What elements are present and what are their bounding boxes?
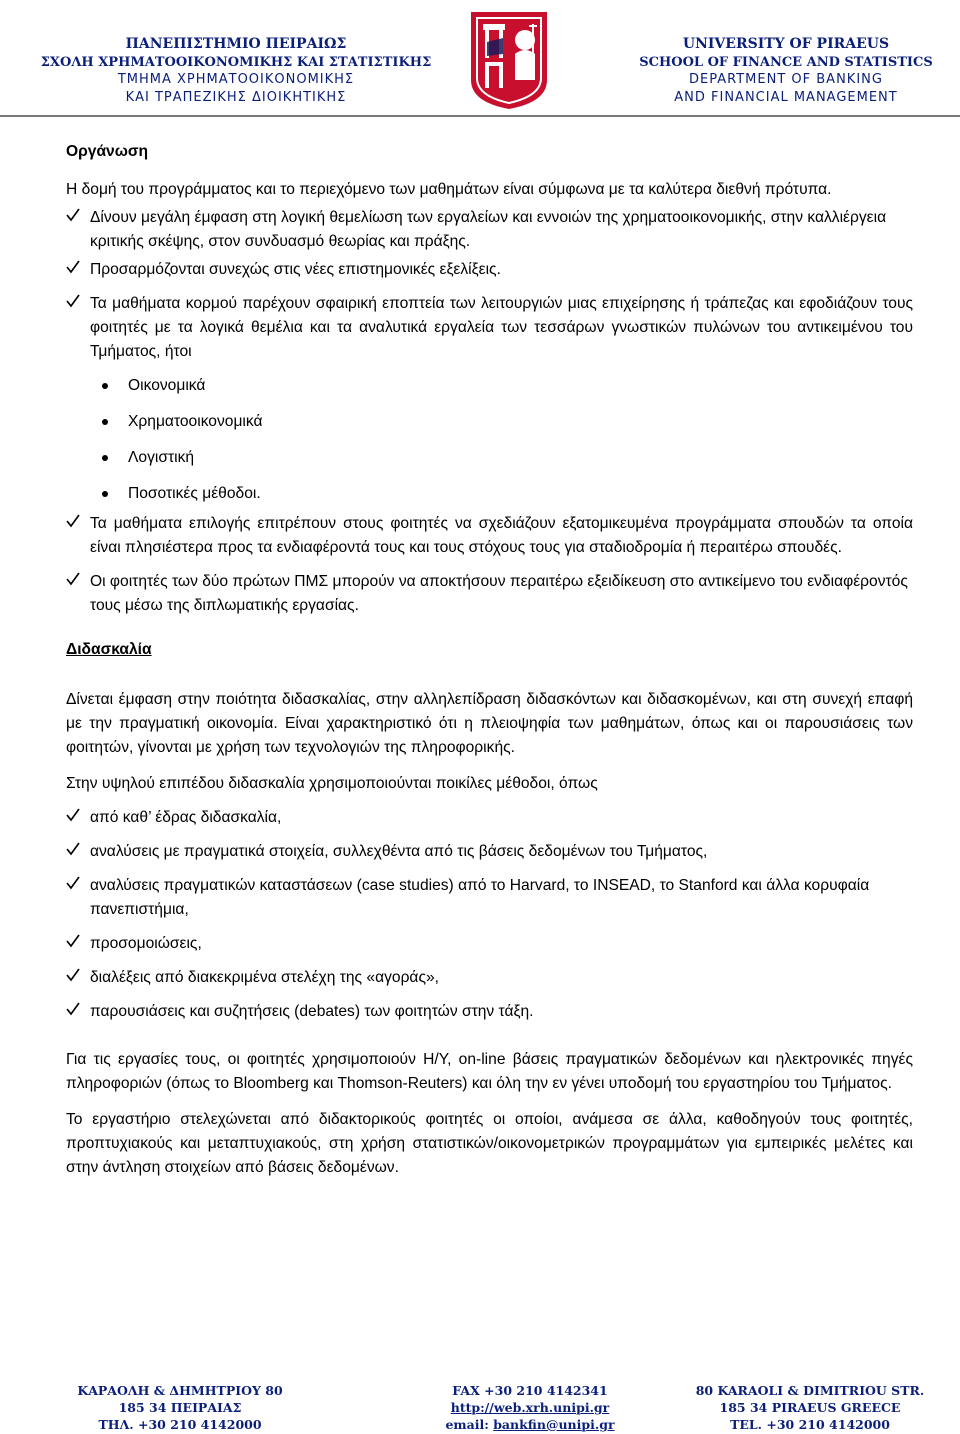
teaching-paragraph: Δίνεται έμφαση στην ποιότητα διδασκαλίας, στην αλληλεπίδραση διδασκόντων και διδασκομένων, και στη συνεχή επαφή με την πραγματική οικονομία. Είναι χαρακτηριστικό ότι η πλειοψηφία των μαθημάτων, όπως και οι παρουσιάσεις των φοιτητών, γίνονται με χρήση των τεχνολογιών της πληροφορικής. xyxy=(66,691,913,756)
checklist-text: Τα μαθήματα κορμού παρέχουν σφαιρική εποπτεία των λειτουργιών μιας επιχείρησης ή τράπεζας και εφοδιάζουν τους φοιτητές με τα λογικά θεμέλια και τα αναλυτικά εργαλεία των τεσσάρων γνωστικών πυλώνων του αντικειμένου του Τμήματος, ήτοι xyxy=(90,295,913,360)
lab-paragraph: Για τις εργασίες τους, οι φοιτητές χρησιμοποιούν Η/Υ, on-line βάσεις πραγματικών δεδομένων και ηλεκτρονικές πηγές πληροφοριών (όπως το Bloomberg και Thomson-Reuters) και όλη την εν γένει υποδομή του εργαστηρίου του Τμήματος. xyxy=(66,1051,913,1092)
method-item xyxy=(66,932,913,956)
checkmark-icon xyxy=(66,294,80,308)
checkmark-icon xyxy=(66,968,80,982)
method-item xyxy=(66,1000,913,1024)
letterhead-greek xyxy=(36,36,436,106)
footer-fax: FAX +30 210 4142341 xyxy=(452,1383,608,1398)
footer-line: ΤΗΛ. +30 210 4142000 xyxy=(98,1417,262,1432)
method-item xyxy=(66,966,913,990)
checkmark-icon xyxy=(66,260,80,274)
bullet-item xyxy=(66,410,913,434)
bullet-text: Χρηματοοικονομικά xyxy=(128,413,263,430)
letterhead-english xyxy=(636,36,936,106)
lab-staff-paragraph: Το εργαστήριο στελεχώνεται από διδακτορικούς φοιτητές οι οποίοι, ανάμεσα σε άλλα, καθοδηγούν τους φοιτητές, προπτυχιακούς και μεταπτυχιακούς, στη χρήση στατιστικών/οικονομετρικών προγραμμάτων για εμπειρικές μελέτες και στην άντληση στοιχείων από βάσεις δεδομένων. xyxy=(66,1111,913,1176)
footer-line: ΚΑΡΑΟΛΗ & ΔΗΜΗΤΡΙΟΥ 80 xyxy=(77,1383,283,1398)
checkmark-icon xyxy=(66,208,80,222)
footer-address-gr xyxy=(70,1382,290,1433)
checklist-item xyxy=(66,512,913,560)
checklist-text: Οι φοιτητές των δύο πρώτων ΠΜΣ μπορούν να αποκτήσουν περαιτέρω εξειδίκευση στο αντικείμενο του ενδιαφέροντός τους μέσω της διπλωματικής εργασίας. xyxy=(90,573,908,614)
method-item xyxy=(66,806,913,830)
section-title-organization: Οργάνωση xyxy=(66,143,149,160)
method-text: αναλύσεις πραγματικών καταστάσεων (case studies) από το Harvard, το INSEAD, το Stanford και άλλα κορυφαία πανεπιστήμια, xyxy=(90,877,870,918)
checklist-text: Προσαρμόζονται συνεχώς στις νέες επιστημονικές εξελίξεις. xyxy=(90,261,501,278)
bullet-icon xyxy=(102,455,108,461)
checkmark-icon xyxy=(66,934,80,948)
checklist-item xyxy=(66,258,913,282)
bullet-item xyxy=(66,374,913,398)
intro-paragraph: Η δομή του προγράμματος και το περιεχόμενο των μαθημάτων είναι σύμφωνα με τα καλύτερα διεθνή πρότυπα. xyxy=(66,181,832,198)
department-name-gr-line1: ΤΜΗΜΑ ΧΡΗΜΑΤΟΟΙΚΟΝΟΜΙΚΗΣ xyxy=(117,72,355,87)
checklist-item xyxy=(66,292,913,364)
department-name-en-line2: AND FINANCIAL MANAGEMENT xyxy=(674,89,898,105)
school-name-gr: ΣΧΟΛΗ ΧΡΗΜΑΤΟΟΙΚΟΝΟΜΙΚΗΣ ΚΑΙ ΣΤΑΤΙΣΤΙΚΗΣ xyxy=(40,54,432,70)
footer-line: 185 34 ΠΕΙΡΑΙΑΣ xyxy=(118,1400,242,1415)
footer-email-link[interactable]: bankfin@unipi.gr xyxy=(493,1417,615,1432)
footer-website-link[interactable]: http://web.xrh.unipi.gr xyxy=(450,1400,610,1415)
footer-email xyxy=(420,1416,640,1433)
checkmark-icon xyxy=(66,876,80,890)
bullet-icon xyxy=(102,419,108,425)
header-divider xyxy=(0,115,960,117)
document-body xyxy=(66,140,913,1180)
method-item xyxy=(66,840,913,864)
checklist-item xyxy=(66,570,913,618)
method-item xyxy=(66,874,913,922)
bullet-text: Λογιστική xyxy=(128,449,195,466)
checklist-text: Τα μαθήματα επιλογής επιτρέπουν στους φοιτητές να σχεδιάζουν εξατομικευμένα προγράμματα σπουδών τα οποία είναι πλησιέστερα προς τα ενδιαφέροντά τους και τους στόχους τους για σταδιοδρομία ή περαιτέρω σπουδές. xyxy=(90,515,913,556)
bullet-text: Οικονομικά xyxy=(128,377,206,394)
footer-line: 80 KARAOLI & DIMITRIOU STR. xyxy=(695,1383,925,1398)
checkmark-icon xyxy=(66,842,80,856)
checklist-item xyxy=(66,206,913,254)
section-title-teaching: Διδασκαλία xyxy=(66,641,152,658)
footer-line: TEL. +30 210 4142000 xyxy=(730,1417,890,1432)
method-text: παρουσιάσεις και συζητήσεις (debates) των φοιτητών στην τάξη. xyxy=(90,1003,534,1020)
checkmark-icon xyxy=(66,514,80,528)
checkmark-icon xyxy=(66,808,80,822)
footer-email-label: email: xyxy=(445,1417,494,1432)
footer-address-en xyxy=(690,1382,930,1433)
bullet-item xyxy=(66,482,913,506)
bullet-icon xyxy=(102,383,108,389)
bullet-icon xyxy=(102,491,108,497)
method-text: προσομοιώσεις, xyxy=(90,935,202,952)
method-text: από καθ’ έδρας διδασκαλία, xyxy=(90,809,282,826)
method-text: αναλύσεις με πραγματικά στοιχεία, συλλεχθέντα από τις βάσεις δεδομένων του Τμήματος, xyxy=(90,843,708,860)
department-name-gr-line2: ΚΑΙ ΤΡΑΠΕΖΙΚΗΣ ΔΙΟΙΚΗΤΙΚΗΣ xyxy=(125,89,347,105)
bullet-item xyxy=(66,446,913,470)
methods-intro: Στην υψηλού επιπέδου διδασκαλία χρησιμοποιούνται ποικίλες μέθοδοι, όπως xyxy=(66,775,598,792)
university-name-gr: ΠΑΝΕΠΙΣΤΗΜΙΟ ΠΕΙΡΑΙΩΣ xyxy=(125,36,347,52)
school-name-en: SCHOOL OF FINANCE AND STATISTICS xyxy=(639,54,933,70)
checklist-text: Δίνουν μεγάλη έμφαση στη λογική θεμελίωση των εργαλείων και εννοιών της χρηματοοικονομικής, στην καλλιέργεια κριτικής σκέψης, στον συνδυασμό θεωρίας και πράξης. xyxy=(90,209,887,250)
bullet-text: Ποσοτικές μέθοδοι. xyxy=(128,485,261,502)
method-text: διαλέξεις από διακεκριμένα στελέχη της «αγοράς», xyxy=(90,969,439,986)
university-logo-icon xyxy=(469,10,549,110)
footer-contact xyxy=(420,1382,640,1433)
letterhead xyxy=(0,0,960,118)
checkmark-icon xyxy=(66,1002,80,1016)
university-name-en: UNIVERSITY OF PIRAEUS xyxy=(682,36,890,52)
checkmark-icon xyxy=(66,572,80,586)
department-name-en-line1: DEPARTMENT OF BANKING xyxy=(689,72,883,87)
footer-line: 185 34 PIRAEUS GREECE xyxy=(719,1400,901,1415)
